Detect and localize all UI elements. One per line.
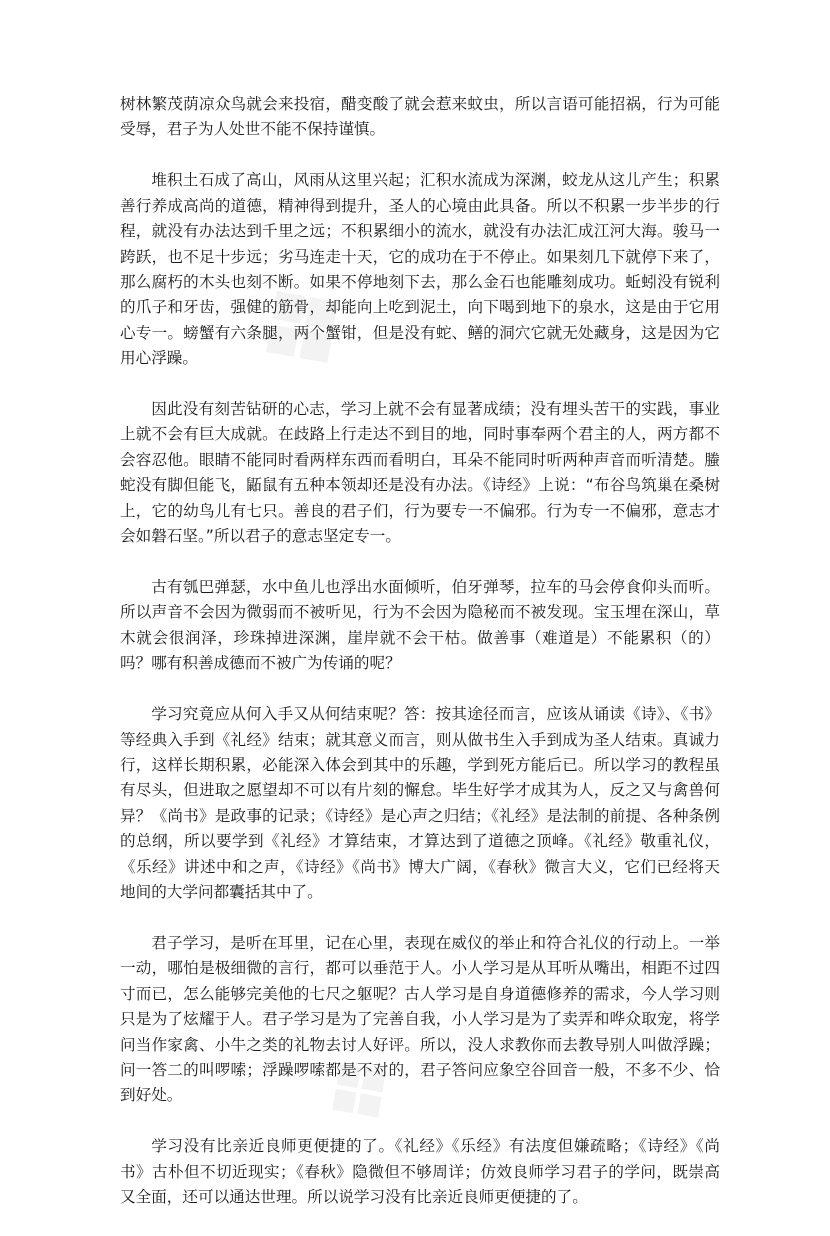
- paragraph: 学习究竟应从何入手又从何结束呢？答：按其途径而言，应该从诵读《诗》、《书》等经典入手到《礼经》结束；就其意义而言，则从做书生入手到成为圣人结束。真诚力行，这样长期积累，必能深入体会到其中的乐趣，学到死方能后已。所以学习的教程虽有尽头，但进取之愿望却不可以有片刻的懈怠。毕生好学才成其为人，反之又与禽兽何异？《尚书》是政事的记录；《诗经》是心声之归结；《礼经》是法制的前提、各种条例的总纲，所以要学到《礼经》才算结束，才算达到了道德之顶峰。《礼经》敬重礼仪，《乐经》讲述中和之声，《诗经》《尚书》博大广阔，《春秋》微言大义，它们已经将天地间的大学问都囊括其中了。: [120, 705, 720, 901]
- paragraph-continued: 树林繁茂荫凉众鸟就会来投宿，醋变酸了就会惹来蚊虫，所以言语可能招祸，行为可能受辱，君子为人处世不能不保持谨慎。: [120, 95, 720, 139]
- paragraph: 因此没有刻苦钻研的心志，学习上就不会有显著成绩；没有埋头苦干的实践，事业上就不会有巨大成就。在歧路上行走达不到目的地，同时事奉两个君主的人，两方都不会容忍他。眼睛不能同时看两样东西而看明白，耳朵不能同时听两种声音而听清楚。螣蛇没有脚但能飞，鼫鼠有五种本领却还是没有办法。《诗经》上说：“布谷鸟筑巢在桑树上，它的幼鸟儿有七只。善良的君子们，行为要专一不偏邪。行为专一不偏邪，意志才会如磐石坚。”所以君子的意志坚定专一。: [120, 400, 720, 546]
- paragraph: 君子学习，是听在耳里，记在心里，表现在威仪的举止和符合礼仪的行动上。一举一动，哪怕是极细微的言行，都可以垂范于人。小人学习是从耳听从嘴出，相距不过四寸而已，怎么能够完美他的七尺之躯呢？古人学习是自身道德修养的需求，今人学习则只是为了炫耀于人。君子学习是为了完善自我，小人学习是为了卖弄和哗众取宠，将学问当作家禽、小牛之类的礼物去讨人好评。所以，没人求教你而去教导别人叫做浮躁；问一答二的叫啰嗦；浮躁啰嗦都是不对的，君子答问应象空谷回音一般，不多不少、恰到好处。: [120, 933, 720, 1105]
- paragraph: 古有瓠巴弹瑟，水中鱼儿也浮出水面倾听，伯牙弹琴，拉车的马会停食仰头而听。所以声音不会因为微弱而不被听见，行为不会因为隐秘而不被发现。宝玉埋在深山，草木就会很润泽，珍珠掉进深渊，崖岸就不会干枯。做善事（难道是）不能累积（的）吗？哪有积善成德而不被广为传诵的呢？: [120, 578, 720, 673]
- paragraph: 学习没有比亲近良师更便捷的了。《礼经》《乐经》有法度但嫌疏略；《诗经》《尚书》古朴但不切近现实；《春秋》隐微但不够周详；仿效良师学习君子的学问，既崇高又全面，还可以通达世理。所以说学习没有比亲近良师更便捷的了。: [120, 1137, 720, 1207]
- paragraph: 堆积土石成了高山，风雨从这里兴起；汇积水流成为深渊，蛟龙从这儿产生；积累善行养成高尚的道德，精神得到提升，圣人的心境由此具备。所以不积累一步半步的行程，就没有办法达到千里之远；不积累细小的流水，就没有办法汇成江河大海。骏马一跨跃，也不足十步远；劣马连走十天，它的成功在于不停止。如果刻几下就停下来了，那么腐朽的木头也刻不断。如果不停地刻下去，那么金石也能雕刻成功。蚯蚓没有锐利的爪子和牙齿，强健的筋骨，却能向上吃到泥土，向下喝到地下的泉水，这是由于它用心专一。螃蟹有六条腿，两个蟹钳，但是没有蛇、鳝的洞穴它就无处藏身，这是因为它用心浮躁。: [120, 171, 720, 368]
- document-body: [120, 92, 720, 1236]
